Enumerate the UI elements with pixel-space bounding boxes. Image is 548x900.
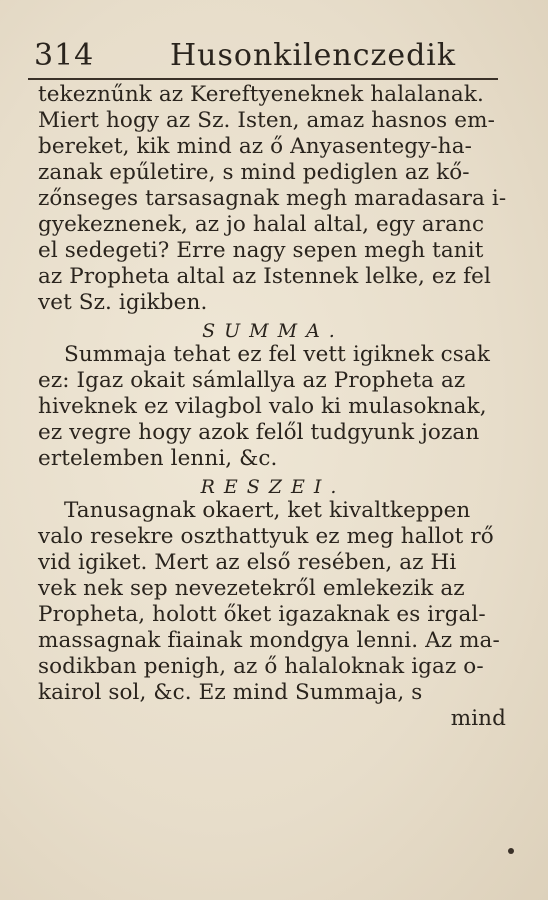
text-line: Tanusagnak okaert, ket kivaltkeppen (64, 498, 471, 523)
text-line: ertelemben lenni, &c. (38, 446, 278, 471)
text-line: Summaja tehat ez fel vett igiknek csak (64, 342, 490, 367)
text-line: Miert hogy az Sz. Isten, amaz hasnos em- (38, 108, 495, 133)
page-number: 314 (34, 38, 95, 73)
text-line: vet Sz. igikben. (38, 290, 208, 315)
text-line: tekeznűnk az Kereftyeneknek halalanak. (38, 82, 484, 107)
ink-dot (508, 848, 514, 854)
text-line: zőnseges tarsasagnak megh maradasara i- (38, 186, 507, 211)
text-line: vid igiket. Mert az első resében, az Hi (38, 550, 457, 575)
reszei-heading: RESZEI. (200, 476, 346, 498)
text-line: vek nek sep nevezetekről emlekezik az (38, 576, 465, 601)
text-line: zanak epűletire, s mind pediglen az kő- (38, 160, 470, 185)
catchword: mind (450, 706, 506, 731)
text-line: sodikban penigh, az ő halaloknak igaz o- (38, 654, 484, 679)
text-line: Propheta, holott őket igazaknak es irgal- (38, 602, 486, 627)
header-rule (28, 78, 498, 80)
text-line: ez vegre hogy azok felől tudgyunk jozan (38, 420, 480, 445)
text-line: el sedegeti? Erre nagy sepen megh tanit (38, 238, 484, 263)
text-line: massagnak fiainak mondgya lenni. Az ma- (38, 628, 500, 653)
text-line: hiveknek ez vilagbol valo ki mulasoknak, (38, 394, 487, 419)
text-line: valo resekre oszthattyuk ez meg hallot rő (38, 524, 494, 549)
text-line: az Propheta altal az Istennek lelke, ez fel (38, 264, 491, 289)
text-line: kairol sol, &c. Ez mind Summaja, s (38, 680, 423, 705)
text-line: bereket, kik mind az ő Anyasentegy-ha- (38, 134, 472, 159)
page-header (34, 36, 500, 76)
body-text (34, 82, 512, 732)
summa-heading: SUMMA. (202, 320, 344, 342)
text-line: gyekeznenek, az jo halal altal, egy aranc (38, 212, 485, 237)
text-line: ez: Igaz okait sámlallya az Propheta az (38, 368, 466, 393)
running-head: Husonkilenczedik (170, 38, 457, 73)
